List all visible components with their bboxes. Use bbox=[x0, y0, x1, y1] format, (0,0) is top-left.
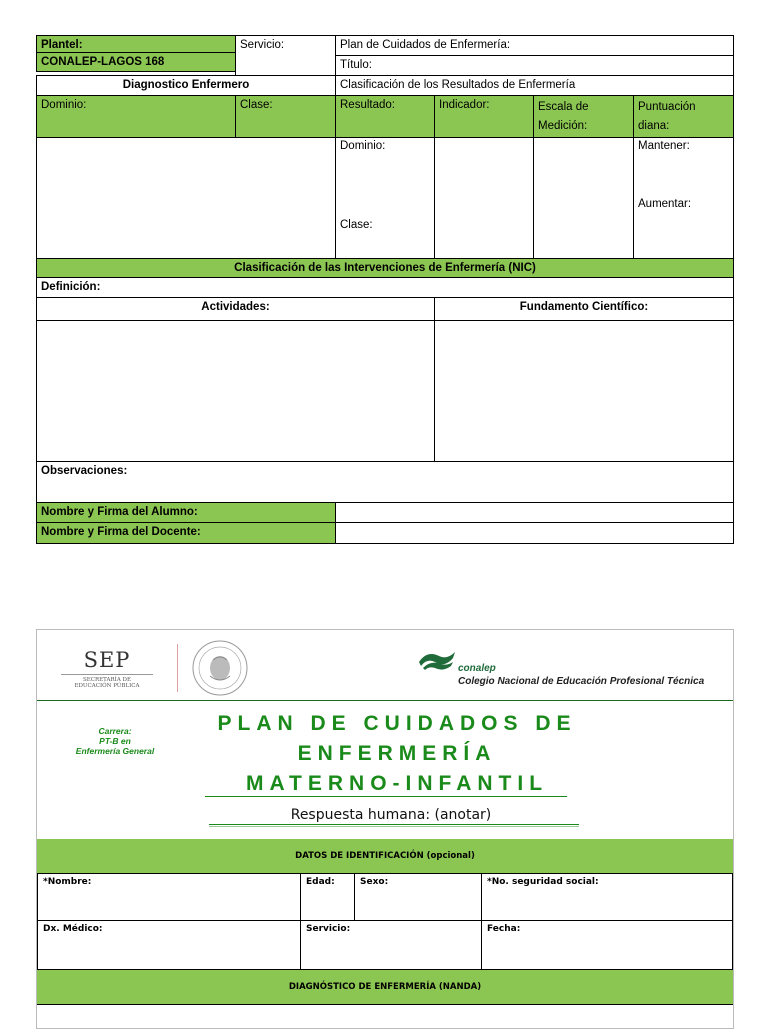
titulo-cell: Título: bbox=[335, 55, 734, 76]
actividades-header: Actividades: bbox=[36, 297, 435, 321]
indicador-header: Indicador: bbox=[434, 95, 534, 138]
clase-sub-label: Clase: bbox=[340, 219, 373, 231]
servicio-cell: Servicio: bbox=[235, 35, 336, 76]
docente-field[interactable] bbox=[335, 522, 734, 544]
indicador-body bbox=[434, 137, 534, 259]
resultado-body bbox=[335, 137, 435, 259]
sep-logo bbox=[57, 648, 157, 698]
escala-body bbox=[533, 137, 634, 259]
conalep-logo-icon bbox=[417, 646, 457, 672]
title-underline bbox=[205, 796, 567, 797]
title-line-3: MATERNO-INFANTIL bbox=[245, 772, 549, 795]
clase-header: Clase: bbox=[235, 95, 336, 138]
puntuacion-line-2: diana: bbox=[638, 120, 670, 132]
diagnostico-nanda-header: DIAGNÓSTICO DE ENFERMERÍA (NANDA) bbox=[37, 970, 733, 1004]
edad-field[interactable]: Edad: bbox=[300, 873, 355, 921]
national-seal-icon bbox=[185, 638, 255, 698]
plantel-value-cell: CONALEP-LAGOS 168 bbox=[36, 52, 236, 72]
logo-divider bbox=[177, 644, 178, 692]
maternal-care-plan-page bbox=[36, 629, 734, 1029]
escala-header bbox=[533, 95, 634, 138]
carrera-block bbox=[55, 726, 175, 756]
observaciones-row: Observaciones: bbox=[36, 461, 734, 503]
carrera-label: Carrera: bbox=[98, 726, 132, 736]
clasificacion-resultados-header: Clasificación de los Resultados de Enfermería bbox=[335, 75, 734, 96]
conalep-logo-text: conalep bbox=[458, 663, 496, 674]
dx-medico-field[interactable]: Dx. Médico: bbox=[37, 920, 301, 970]
mantener-label: Mantener: bbox=[638, 140, 690, 152]
actividades-body bbox=[36, 320, 435, 462]
respuesta-humana: Respuesta humana: (anotar) bbox=[290, 807, 492, 823]
diagnostico-body bbox=[36, 137, 336, 259]
resultado-header: Resultado: bbox=[335, 95, 435, 138]
respuesta-underline bbox=[209, 824, 579, 825]
aumentar-label: Aumentar: bbox=[638, 198, 692, 210]
escala-line-1: Escala de bbox=[538, 101, 589, 113]
sep-sub-2: EDUCACIÓN PÚBLICA bbox=[74, 683, 140, 689]
sep-sub-1: SECRETARÍA DE bbox=[83, 677, 131, 683]
nss-field[interactable]: *No. seguridad social: bbox=[481, 873, 733, 921]
diagnostico-nanda-body[interactable] bbox=[37, 1004, 733, 1034]
dominio-header: Dominio: bbox=[36, 95, 236, 138]
docente-label: Nombre y Firma del Docente: bbox=[36, 522, 336, 544]
definicion-row: Definición: bbox=[36, 277, 734, 298]
puntuacion-body bbox=[633, 137, 734, 259]
plan-cell: Plan de Cuidados de Enfermería: bbox=[335, 35, 734, 56]
escala-line-2: Medición: bbox=[538, 120, 588, 132]
fundamento-body bbox=[434, 320, 734, 462]
servicio-field[interactable]: Servicio: bbox=[300, 920, 482, 970]
sep-logo-text: SEP bbox=[83, 648, 131, 672]
conalep-full-name: Colegio Nacional de Educación Profesional Técnica bbox=[458, 676, 705, 687]
carrera-program: PT-B en bbox=[99, 736, 131, 746]
respuesta-underline-2 bbox=[209, 826, 579, 827]
datos-header: DATOS DE IDENTIFICACIÓN (opcional) bbox=[37, 839, 733, 873]
alumno-label: Nombre y Firma del Alumno: bbox=[36, 502, 336, 523]
carrera-name: Enfermería General bbox=[75, 746, 155, 756]
sep-logo-rule bbox=[61, 674, 153, 675]
header-rule bbox=[37, 700, 733, 701]
diagnostico-header: Diagnostico Enfermero bbox=[36, 75, 336, 96]
title-line-1: PLAN DE CUIDADOS DE bbox=[217, 712, 577, 735]
fecha-field[interactable]: Fecha: bbox=[481, 920, 733, 970]
sexo-field[interactable]: Sexo: bbox=[354, 873, 482, 921]
nic-header: Clasificación de las Intervenciones de Enfermería (NIC) bbox=[36, 258, 734, 278]
puntuacion-line-1: Puntuación bbox=[638, 101, 696, 113]
nombre-field[interactable]: *Nombre: bbox=[37, 873, 301, 921]
plantel-label-cell: Plantel: bbox=[36, 35, 236, 53]
fundamento-header: Fundamento Científico: bbox=[434, 297, 734, 321]
title-line-2: ENFERMERÍA bbox=[297, 742, 497, 765]
alumno-field[interactable] bbox=[335, 502, 734, 523]
puntuacion-header bbox=[633, 95, 734, 138]
dominio-sub-label: Dominio: bbox=[340, 140, 386, 152]
